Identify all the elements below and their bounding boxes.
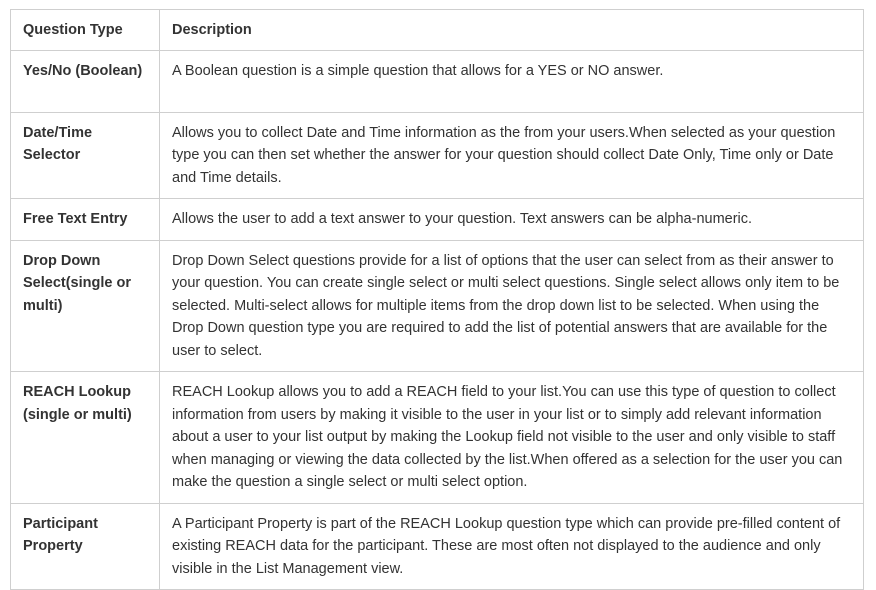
description-cell: REACH Lookup allows you to add a REACH field to your list.You can use this type of question to collect information from users by making it visible to the user in your list or to simply add relevant information about a user to your list output by making the Lookup field not visible to the user and only visible to staff when managing or viewing the data collected by the list.When offered as a selection for the user you can make the question a single select or multi select option.	[160, 372, 864, 504]
description-cell: A Participant Property is part of the REACH Lookup question type which can provide pre-filled content of existing REACH data for the participant. These are most often not displayed to the audience and only visible in the List Management view.	[160, 503, 864, 590]
question-type-cell: Free Text Entry	[11, 199, 160, 241]
question-type-cell: Date/Time Selector	[11, 112, 160, 199]
description-cell: Drop Down Select questions provide for a list of options that the user can select from as their answer to your question. You can create single select or multi select questions. Single select allows only item to be selected. Multi-select allows for multiple items from the drop down list to be selected. When using the Drop Down question type you are required to add the list of potential answers that are available for the user to select.	[160, 240, 864, 372]
description-cell: A Boolean question is a simple question that allows for a YES or NO answer.	[160, 50, 864, 112]
table-row	[11, 50, 864, 112]
question-type-cell: Drop Down Select(single or multi)	[11, 240, 160, 372]
table-row	[11, 199, 864, 241]
table-header-row	[11, 10, 864, 51]
question-types-table-container	[10, 9, 863, 590]
table-row	[11, 240, 864, 372]
question-type-cell: REACH Lookup (single or multi)	[11, 372, 160, 504]
table-row	[11, 503, 864, 590]
question-type-cell: Participant Property	[11, 503, 160, 590]
question-types-table	[10, 9, 864, 590]
description-cell: Allows you to collect Date and Time information as the from your users.When selected as your question type you can then set whether the answer for your question should collect Date Only, Time only or Date and Time details.	[160, 112, 864, 199]
question-type-cell: Yes/No (Boolean)	[11, 50, 160, 112]
table-row	[11, 372, 864, 504]
table-row	[11, 112, 864, 199]
column-header-question-type: Question Type	[11, 10, 160, 51]
description-cell: Allows the user to add a text answer to your question. Text answers can be alpha-numeric.	[160, 199, 864, 241]
column-header-description: Description	[160, 10, 864, 51]
